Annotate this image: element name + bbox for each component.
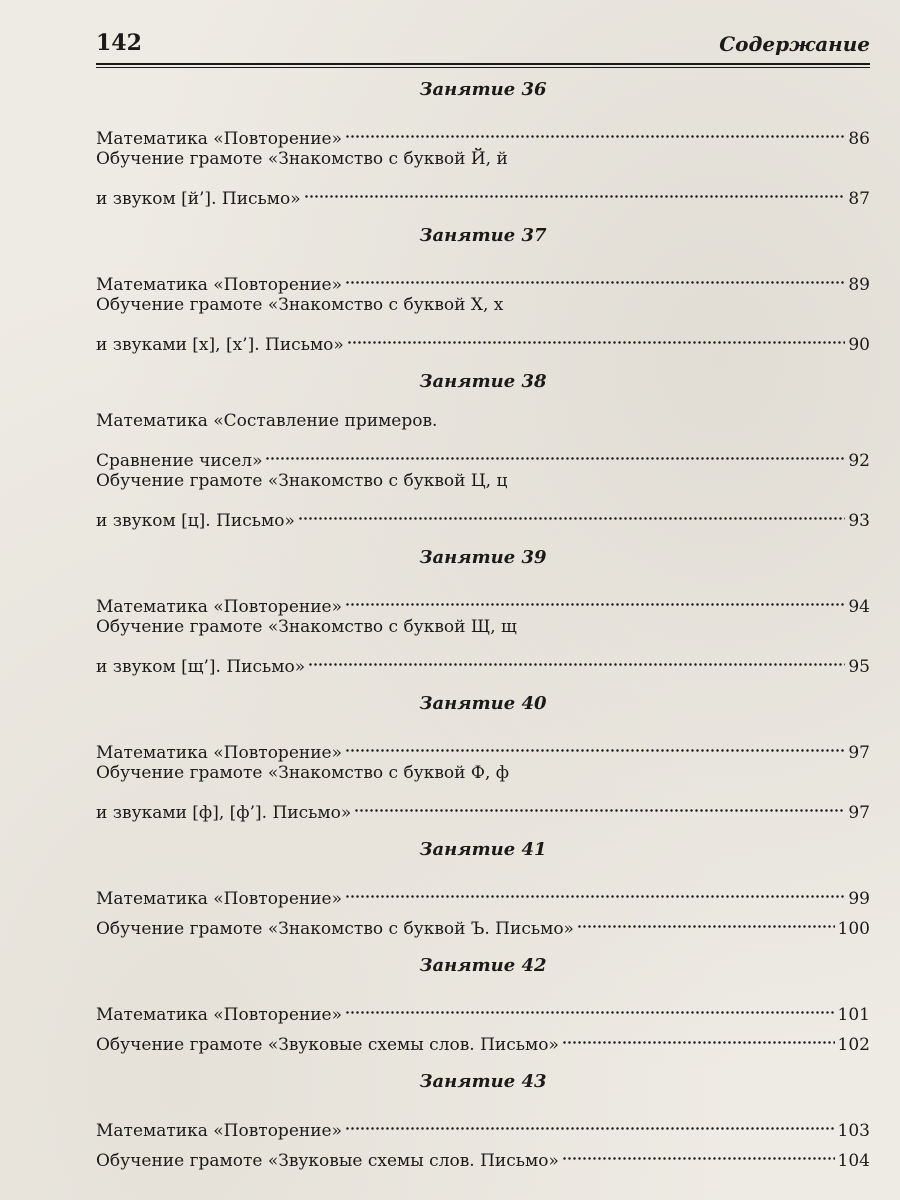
toc-page-number: 90 bbox=[848, 335, 870, 355]
toc-entry-text: и звуком [й’]. Письмо» bbox=[96, 189, 301, 209]
toc-entry-line bbox=[96, 1106, 870, 1141]
toc-page-number: 86 bbox=[848, 129, 870, 149]
toc-entry-text: Математика «Повторение» bbox=[96, 597, 343, 617]
toc-entry[interactable] bbox=[96, 1106, 870, 1141]
toc-entry-text: Обучение грамоте «Знакомство с буквой Й, й bbox=[96, 149, 508, 169]
dot-leader bbox=[298, 496, 845, 526]
dot-leader bbox=[345, 582, 845, 612]
dot-leader bbox=[562, 1136, 835, 1166]
dot-leader bbox=[345, 114, 845, 144]
toc-entry[interactable] bbox=[96, 466, 870, 531]
toc-page-number: 101 bbox=[837, 1005, 870, 1025]
lesson-section bbox=[96, 364, 870, 531]
toc-entry-text: Обучение грамоте «Звуковые схемы слов. Письмо» bbox=[96, 1035, 559, 1055]
lesson-heading: Занятие 38 bbox=[419, 371, 547, 392]
lesson-heading: Занятие 41 bbox=[419, 839, 547, 860]
toc-entry-text: Обучение грамоте «Знакомство с буквой Ц, ц bbox=[96, 471, 508, 491]
toc-entry[interactable] bbox=[96, 144, 870, 209]
dot-leader bbox=[345, 728, 845, 758]
toc-entry[interactable] bbox=[96, 612, 870, 677]
toc-entry-text: и звуками [ф], [ф’]. Письмо» bbox=[96, 803, 352, 823]
toc-entry[interactable] bbox=[96, 114, 870, 149]
toc-entry-line bbox=[96, 114, 870, 149]
toc-page-number: 97 bbox=[848, 803, 870, 823]
lesson-section bbox=[96, 686, 870, 823]
dot-leader bbox=[347, 320, 846, 350]
lesson-section bbox=[96, 540, 870, 677]
toc-entry[interactable] bbox=[96, 728, 870, 763]
toc-entry-line bbox=[96, 582, 870, 617]
toc-page-number: 104 bbox=[837, 1151, 870, 1171]
toc-entry[interactable] bbox=[96, 990, 870, 1025]
toc-entry-line bbox=[96, 466, 870, 496]
lesson-section bbox=[96, 948, 870, 1055]
toc-entry-line bbox=[96, 320, 870, 355]
toc-entry-line bbox=[96, 788, 870, 823]
lesson-section bbox=[96, 218, 870, 355]
header-rule bbox=[96, 63, 870, 65]
lesson-heading: Занятие 40 bbox=[419, 693, 547, 714]
toc-entry-text: Математика «Повторение» bbox=[96, 743, 343, 763]
toc-entry-text: Математика «Повторение» bbox=[96, 1121, 343, 1141]
dot-leader bbox=[562, 1020, 835, 1050]
toc-page-number: 93 bbox=[848, 511, 870, 531]
toc-page-number: 89 bbox=[848, 275, 870, 295]
lesson-section bbox=[96, 832, 870, 939]
toc-entry-text: Математика «Повторение» bbox=[96, 129, 343, 149]
lesson-heading: Занятие 36 bbox=[419, 79, 547, 100]
toc-page-number: 87 bbox=[848, 189, 870, 209]
toc-entry-line bbox=[96, 642, 870, 677]
toc-entry-line bbox=[96, 990, 870, 1025]
toc-entry-line bbox=[96, 758, 870, 788]
table-of-contents bbox=[96, 72, 870, 1171]
lesson-heading: Занятие 43 bbox=[419, 1071, 547, 1092]
toc-entry-line bbox=[96, 728, 870, 763]
toc-entry-text: Обучение грамоте «Знакомство с буквой Ф, ф bbox=[96, 763, 510, 783]
page-number: 142 bbox=[96, 30, 142, 56]
toc-entry-text: и звуком [ц]. Письмо» bbox=[96, 511, 295, 531]
dot-leader bbox=[354, 788, 845, 818]
toc-entry-line bbox=[96, 874, 870, 909]
dot-leader bbox=[345, 990, 835, 1020]
toc-entry-text: Обучение грамоте «Знакомство с буквой Х, х bbox=[96, 295, 504, 315]
dot-leader bbox=[345, 260, 845, 290]
toc-entry-line bbox=[96, 406, 870, 436]
dot-leader bbox=[345, 1106, 835, 1136]
toc-page-number: 99 bbox=[848, 889, 870, 909]
lesson-section bbox=[96, 1064, 870, 1171]
toc-page-number: 97 bbox=[848, 743, 870, 763]
toc-page-number: 103 bbox=[837, 1121, 870, 1141]
dot-leader bbox=[577, 904, 835, 934]
toc-entry[interactable] bbox=[96, 260, 870, 295]
toc-entry-text: Сравнение чисел» bbox=[96, 451, 263, 471]
dot-leader bbox=[308, 642, 845, 672]
dot-leader bbox=[345, 874, 845, 904]
toc-page-number: 95 bbox=[848, 657, 870, 677]
dot-leader bbox=[304, 174, 846, 204]
running-title: Содержание bbox=[719, 32, 870, 56]
toc-entry-text: Обучение грамоте «Знакомство с буквой Щ, щ bbox=[96, 617, 517, 637]
toc-entry-text: Обучение грамоте «Знакомство с буквой Ъ. Письмо» bbox=[96, 919, 574, 939]
toc-entry-line bbox=[96, 496, 870, 531]
toc-entry-line bbox=[96, 174, 870, 209]
toc-entry-line bbox=[96, 144, 870, 174]
toc-page-number: 102 bbox=[837, 1035, 870, 1055]
lesson-heading: Занятие 39 bbox=[419, 547, 547, 568]
toc-entry-text: Математика «Повторение» bbox=[96, 889, 343, 909]
toc-entry-text: и звуком [щ’]. Письмо» bbox=[96, 657, 306, 677]
toc-entry-line bbox=[96, 436, 870, 471]
toc-entry[interactable] bbox=[96, 874, 870, 909]
toc-entry-text: и звуками [х], [х’]. Письмо» bbox=[96, 335, 344, 355]
toc-page-number: 94 bbox=[848, 597, 870, 617]
toc-entry-text: Обучение грамоте «Звуковые схемы слов. Письмо» bbox=[96, 1151, 559, 1171]
toc-entry-text: Математика «Повторение» bbox=[96, 1005, 343, 1025]
lesson-section bbox=[96, 72, 870, 209]
toc-entry-line bbox=[96, 260, 870, 295]
toc-entry[interactable] bbox=[96, 290, 870, 355]
toc-entry-line bbox=[96, 612, 870, 642]
toc-entry[interactable] bbox=[96, 582, 870, 617]
toc-entry[interactable] bbox=[96, 406, 870, 471]
lesson-heading: Занятие 42 bbox=[419, 955, 547, 976]
dot-leader bbox=[265, 436, 845, 466]
toc-page-number: 92 bbox=[848, 451, 870, 471]
toc-entry-text: Математика «Составление примеров. bbox=[96, 411, 438, 431]
toc-entry[interactable] bbox=[96, 758, 870, 823]
header-rule-thin bbox=[96, 67, 870, 68]
toc-page-number: 100 bbox=[837, 919, 870, 939]
lesson-heading: Занятие 37 bbox=[419, 225, 547, 246]
page-header bbox=[96, 22, 870, 62]
toc-entry-line bbox=[96, 290, 870, 320]
toc-entry-text: Математика «Повторение» bbox=[96, 275, 343, 295]
